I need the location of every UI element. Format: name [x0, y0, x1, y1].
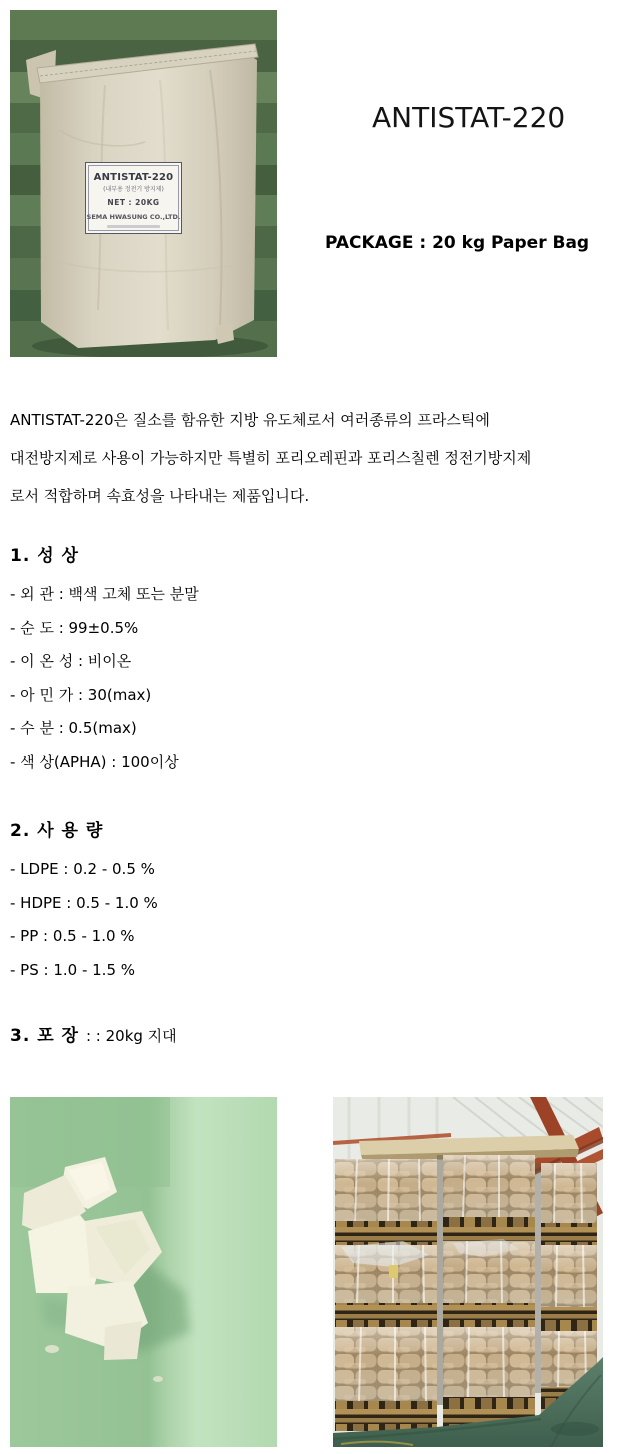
section-properties [10, 545, 199, 779]
section-usage [10, 820, 158, 987]
warehouse-pallet-stacks [335, 1135, 597, 1431]
description-line: ANTISTAT-220은 질소를 함유한 지방 유도체로서 여러종류의 프라스틱에 [10, 411, 490, 429]
bag-label-subtitle: (내부용 정전기 방지제) [103, 186, 164, 193]
product-bag-photo [10, 10, 277, 357]
section-packaging [10, 1021, 177, 1046]
section-usage-heading: 2. 사 용 량 [10, 821, 104, 841]
bag-label-net-weight: NET : 20KG [107, 198, 160, 207]
bag-label-fine-print [107, 225, 159, 228]
usage-item: - LDPE : 0.2 - 0.5 % [10, 860, 155, 878]
usage-item: - PS : 1.0 - 1.5 % [10, 960, 136, 979]
property-item: - 색 상(APHA) : 100이상 [10, 752, 179, 771]
warehouse-photo-graphic [333, 1097, 603, 1447]
property-item: - 순 도 : 99±0.5% [10, 618, 139, 637]
section-packaging-heading: 3. 포 장 [10, 1026, 79, 1046]
bag-label-product-name: ANTISTAT-220 [93, 172, 174, 183]
bag-label-company: SEMA HWASUNG CO.,LTD. [86, 213, 181, 221]
warehouse-stock-photo [333, 1097, 603, 1447]
property-item: - 아 민 가 : 30(max) [10, 685, 152, 704]
page-title: ANTISTAT-220 [372, 101, 566, 134]
bag-label [85, 162, 182, 234]
description-line: 대전방지제로 사용이 가능하지만 특별히 포리오레핀과 포리스칠렌 정전기방지제 [10, 449, 532, 467]
property-item: - 수 분 : 0.5(max) [10, 719, 137, 737]
section-properties-heading: 1. 성 상 [10, 546, 79, 566]
wax-chunks-photo-graphic [10, 1097, 277, 1447]
usage-item: - HDPE : 0.5 - 1.0 % [10, 893, 158, 912]
section-packaging-value: : : 20kg 지대 [85, 1027, 177, 1045]
property-item: - 외 관 : 백색 고체 또는 분말 [10, 585, 199, 603]
description-line: 로서 적합하며 속효성을 나타내는 제품입니다. [10, 487, 310, 505]
product-description [10, 401, 531, 515]
package-info: PACKAGE : 20 kg Paper Bag [325, 233, 590, 253]
product-appearance-photo [10, 1097, 277, 1447]
usage-item: - PP : 0.5 - 1.0 % [10, 927, 135, 945]
property-item: - 이 온 성 : 비이온 [10, 652, 132, 670]
